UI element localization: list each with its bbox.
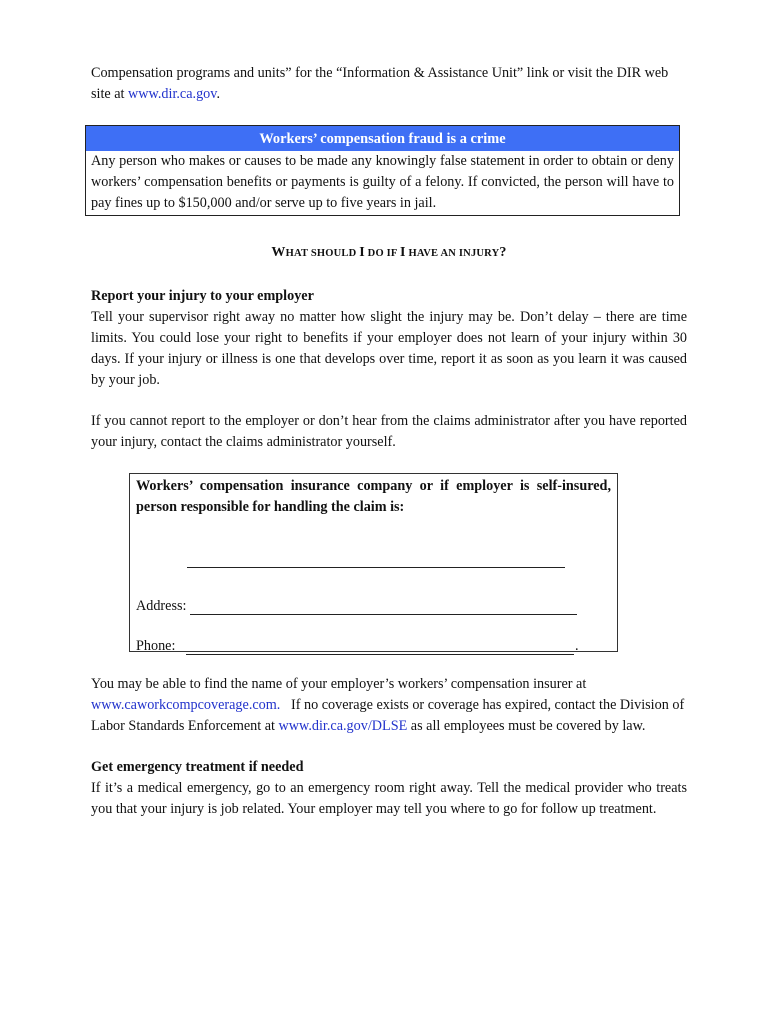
insurer-text-1: You may be able to find the name of your employer’s workers’ compensation insurer at xyxy=(91,676,587,692)
intro-period: . xyxy=(216,86,220,102)
intro-paragraph xyxy=(91,63,687,105)
heading-part: I xyxy=(399,245,406,260)
section-heading-injury xyxy=(91,242,687,264)
phone-row xyxy=(136,636,175,657)
address-blank[interactable] xyxy=(190,614,577,615)
fraud-warning-body: Any person who makes or causes to be made any knowingly false statement in order to obtain or deny workers’ compensation benefits or payments is guilty of a felony. If convicted, the person will have to pay fines up to $150,000 and/or serve up to five years in jail. xyxy=(91,153,674,211)
heading-part: W xyxy=(271,245,286,260)
report-injury-paragraph: Tell your supervisor right away no matter how slight the injury may be. Don’t delay – there are time limits. You could lose your right to benefits if your employer does not learn of your injury within 30 days. If your injury or illness is one that develops over time, report it as soon as you learn it was caused by your job. xyxy=(91,309,687,388)
claim-info-box xyxy=(129,473,618,652)
intro-text: Compensation programs and units” for the “Information & Assistance Unit” link or visit the DIR web site at xyxy=(91,65,669,102)
contact-administrator-paragraph: If you cannot report to the employer or don’t hear from the claims administrator after you have reported your injury, contact the claims administrator yourself. xyxy=(91,413,687,450)
dlse-link[interactable]: www.dir.ca.gov/DLSE xyxy=(278,718,408,734)
caworkcompcoverage-link[interactable]: www.caworkcompcoverage.com. xyxy=(91,697,281,713)
address-row xyxy=(136,596,186,617)
report-injury-heading: Report your injury to your employer xyxy=(91,288,314,304)
dir-website-link[interactable]: www.dir.ca.gov xyxy=(128,86,217,102)
heading-part: I xyxy=(359,245,365,260)
emergency-paragraph: If it’s a medical emergency, go to an emergency room right away. Tell the medical provider who treats you that your injury is job related. Your employer may tell you where to go for follow up treatment. xyxy=(91,780,687,817)
phone-period: . xyxy=(575,638,579,654)
phone-blank[interactable] xyxy=(186,654,574,655)
insurer-text-3: as all employees must be covered by law. xyxy=(407,718,646,734)
fraud-warning-header: Workers’ compensation fraud is a crime xyxy=(86,126,679,151)
heading-part: HAVE AN INJURY xyxy=(405,248,500,259)
document-page xyxy=(91,63,687,820)
claim-name-blank[interactable] xyxy=(187,567,565,568)
emergency-heading: Get emergency treatment if needed xyxy=(91,759,304,775)
phone-label: Phone: xyxy=(136,638,176,654)
heading-part: HAT SHOULD xyxy=(285,248,360,259)
insurer-text-2: If no coverage exists or coverage has expired, contact the Division of Labor Standards Enforcement at xyxy=(91,697,688,734)
heading-part: ? xyxy=(499,245,507,260)
heading-part: DO IF xyxy=(364,248,400,259)
fraud-warning-box xyxy=(85,125,680,216)
claim-box-title: Workers’ compensation insurance company or if employer is self-insured, person responsible for handling the claim is: xyxy=(136,478,611,515)
address-label: Address: xyxy=(136,598,187,614)
insurer-info-paragraph xyxy=(91,674,687,737)
